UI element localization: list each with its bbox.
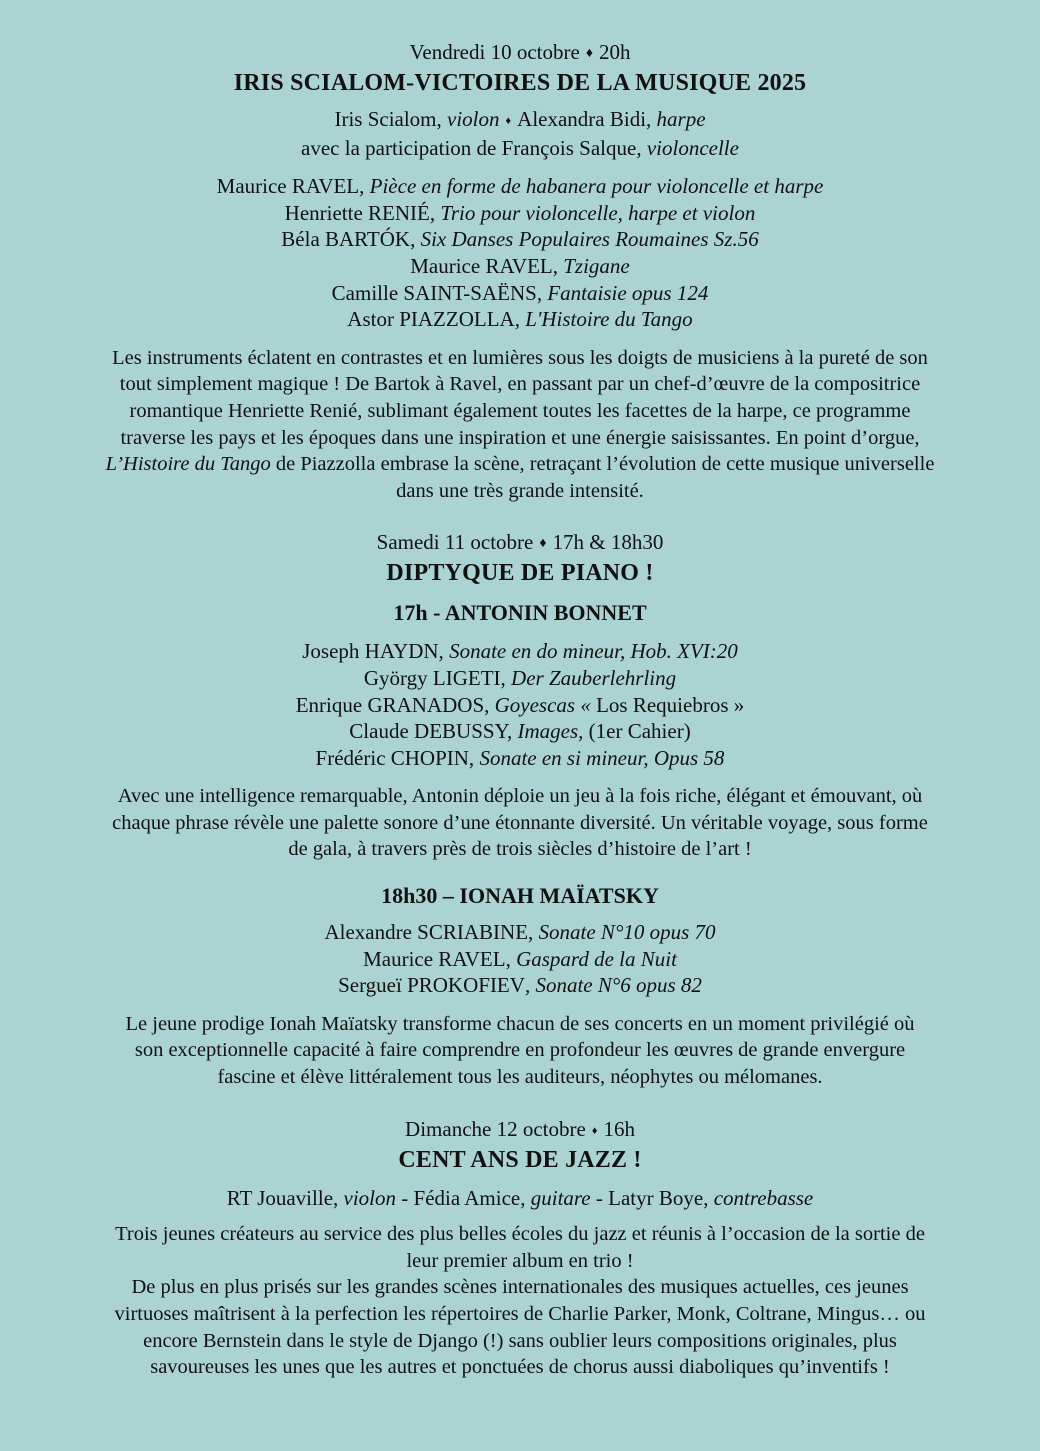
concert-date: Samedi 11 octobre: [376, 530, 534, 555]
concert-date-line: [60, 38, 980, 68]
composer: Sergueï PROKOFIEV: [338, 973, 525, 998]
concert-title: DIPTYQUE DE PIANO !: [386, 560, 654, 587]
dash-separator: -: [396, 1185, 414, 1210]
description-line: De plus en plus prisés sur les grandes scènes internationales des musiques actuelles, ces jeunes: [131, 1276, 909, 1299]
composer: Alexandre SCRIABINE,: [324, 920, 539, 945]
description-line: son exceptionnelle capacité à faire comprendre en profondeur les œuvres de grande envergure: [134, 1039, 906, 1062]
program-item: [60, 665, 980, 692]
composer: Maurice RAVEL,: [216, 174, 370, 199]
diamond-separator-icon: ♦: [585, 46, 593, 61]
work-title: Sonate en si mineur, Opus 58: [479, 745, 725, 770]
composer: Enrique GRANADOS,: [295, 692, 495, 717]
concert-date-line: [60, 1115, 980, 1145]
description-line: romantique Henriette Renié, sublimant également toutes les facettes de la harpe, ce programme: [129, 399, 911, 422]
concert-description: [60, 1221, 980, 1381]
work-title: Fantaisie opus 124: [547, 280, 709, 305]
concert-title: CENT ANS DE JAZZ !: [398, 1146, 642, 1173]
work-title: Trio pour violoncelle, harpe et violon: [440, 200, 756, 225]
work-title: Sonate en do mineur, Hob. XVI:20: [449, 639, 738, 664]
performer-instrument: violon: [447, 107, 500, 131]
description-line: traverse les pays et les époques dans une inspiration et une énergie saisissantes. En point d’orgue,: [120, 426, 920, 449]
work-title: , Sonate N°6 opus 82: [524, 973, 702, 998]
performer-name: Alexandra Bidi,: [517, 107, 657, 131]
description-text: de Piazzolla embrase la scène, retraçant l’évolution de cette musique universelle: [270, 453, 935, 476]
composer: Astor PIAZZOLLA,: [347, 307, 526, 332]
composer: György LIGETI,: [363, 665, 512, 690]
composer: Claude DEBUSSY,: [349, 719, 518, 744]
program-list: [60, 638, 980, 771]
composer: Frédéric CHOPIN,: [315, 745, 480, 770]
description-line: virtuoses maîtrisent à la perfection les répertoires de Charlie Parker, Monk, Coltrane, Mingus… ou: [114, 1303, 926, 1325]
concert-date-line: [60, 528, 980, 558]
work-title: L’Histoire du Tango: [105, 453, 271, 476]
performer-instrument: guitare: [530, 1185, 591, 1210]
performer-name: Fédia Amice,: [413, 1185, 531, 1210]
diamond-separator-icon: ♦: [539, 536, 547, 552]
composer: Béla BARTÓK,: [281, 227, 421, 252]
performer-name: RT Jouaville,: [226, 1185, 344, 1210]
guest-line: [60, 135, 980, 162]
work-title-rest: (1er Cahier): [583, 719, 691, 744]
work-title-rest: Los Requiebros »: [590, 692, 745, 717]
concert-description: [60, 345, 980, 505]
program-item: [60, 280, 980, 307]
work-title: Tzigane: [563, 253, 630, 278]
description-line: Le jeune prodige Ionah Maïatsky transforme chacun de ses concerts en un moment privilégié où: [125, 1012, 915, 1035]
performer-name: Iris Scialom,: [334, 107, 448, 131]
concert-saturday: [60, 528, 980, 1090]
work-title: Gaspard de la Nuit: [516, 946, 677, 971]
concert-time: 17h & 18h30: [552, 530, 664, 555]
recital-description: [60, 1011, 980, 1091]
description-line: savoureuses les unes que les autres et ponctuées de chorus aussi diaboliques qu’inventifs !: [150, 1356, 890, 1379]
program-list: [60, 919, 980, 999]
program-list: [60, 173, 980, 333]
program-item: [60, 946, 980, 973]
concert-date: Vendredi 10 octobre: [409, 40, 580, 64]
recital-subtitle: 17h - ANTONIN BONNET: [393, 600, 647, 626]
program-item: [60, 200, 980, 227]
program-item: [60, 173, 980, 200]
description-line: encore Bernstein dans le style de Django (!) sans oublier leurs compositions originales, plus: [143, 1329, 897, 1352]
program-item: [60, 692, 980, 719]
description-line: fascine et élève littéralement tous les auditeurs, néophytes ou mélomanes.: [217, 1066, 823, 1089]
description-line: leur premier album en trio !: [406, 1249, 634, 1272]
program-item: [60, 306, 980, 333]
work-title: Goyescas «: [494, 692, 591, 717]
description-line: Avec une intelligence remarquable, Antonin déploie un jeu à la fois riche, élégant et émouvant, où: [117, 785, 923, 808]
work-title: Der Zauberlehrling: [511, 665, 677, 690]
description-line: Les instruments éclatent en contrastes et en lumières sous les doigts de musiciens à la pureté de son: [112, 346, 928, 369]
work-title: Pièce en forme de habanera pour violoncelle et harpe: [369, 174, 824, 199]
composer: Joseph HAYDN,: [302, 639, 450, 664]
program-item: [60, 253, 980, 280]
recital-subtitle: 18h30 – IONAH MAÏATSKY: [381, 883, 659, 909]
program-item: [60, 972, 980, 999]
performer-name: Latyr Boye,: [608, 1185, 714, 1210]
program-item: [60, 919, 980, 946]
description-line: tout simplement magique ! De Bartok à Ravel, en passant par un chef-d’œuvre de la compositrice: [119, 373, 921, 396]
composer: Maurice RAVEL,: [363, 946, 517, 971]
performers-line: [60, 106, 980, 135]
program-item: [60, 718, 980, 745]
guest-instrument: violoncelle: [646, 135, 739, 160]
diamond-separator-icon: ♦: [505, 115, 512, 127]
composer: Camille SAINT-SAËNS,: [331, 280, 548, 305]
concert-time: 16h: [603, 1116, 635, 1141]
dash-separator: -: [590, 1185, 609, 1210]
performers-line: [60, 1185, 980, 1212]
description-line: dans une très grande intensité.: [396, 479, 644, 502]
description-line: Trois jeunes créateurs au service des plus belles écoles du jazz et réunis à l’occasion de la sortie de: [115, 1223, 925, 1246]
work-title: Images,: [517, 719, 584, 744]
work-title: Six Danses Populaires Roumaines Sz.56: [420, 227, 759, 252]
program-item: [60, 745, 980, 772]
recital-description: [60, 783, 980, 863]
description-line: de gala, à travers près de trois siècles d’histoire de l’art !: [288, 838, 752, 861]
program-item: [60, 226, 980, 253]
program-item: [60, 638, 980, 665]
description-line: [60, 451, 980, 478]
work-title: Sonate N°10 opus 70: [538, 920, 716, 945]
performer-instrument: contrebasse: [713, 1185, 814, 1210]
concert-date: Dimanche 12 octobre: [405, 1116, 586, 1141]
guest-text: avec la participation de François Salque,: [301, 135, 647, 160]
diamond-separator-icon: ♦: [591, 1124, 598, 1137]
concert-sunday: [60, 1115, 980, 1381]
description-line: chaque phrase révèle une palette sonore d’une étonnante diversité. Un véritable voyage, sous forme: [112, 811, 928, 834]
concert-friday: [60, 38, 980, 504]
work-title: L'Histoire du Tango: [525, 307, 693, 332]
composer: Henriette RENIÉ,: [284, 200, 441, 225]
concert-title: IRIS SCIALOM-VICTOIRES DE LA MUSIQUE 2025: [233, 70, 807, 96]
composer: Maurice RAVEL,: [410, 253, 564, 278]
performer-instrument: harpe: [656, 107, 706, 131]
performer-instrument: violon: [343, 1185, 397, 1210]
concert-time: 20h: [598, 40, 631, 64]
